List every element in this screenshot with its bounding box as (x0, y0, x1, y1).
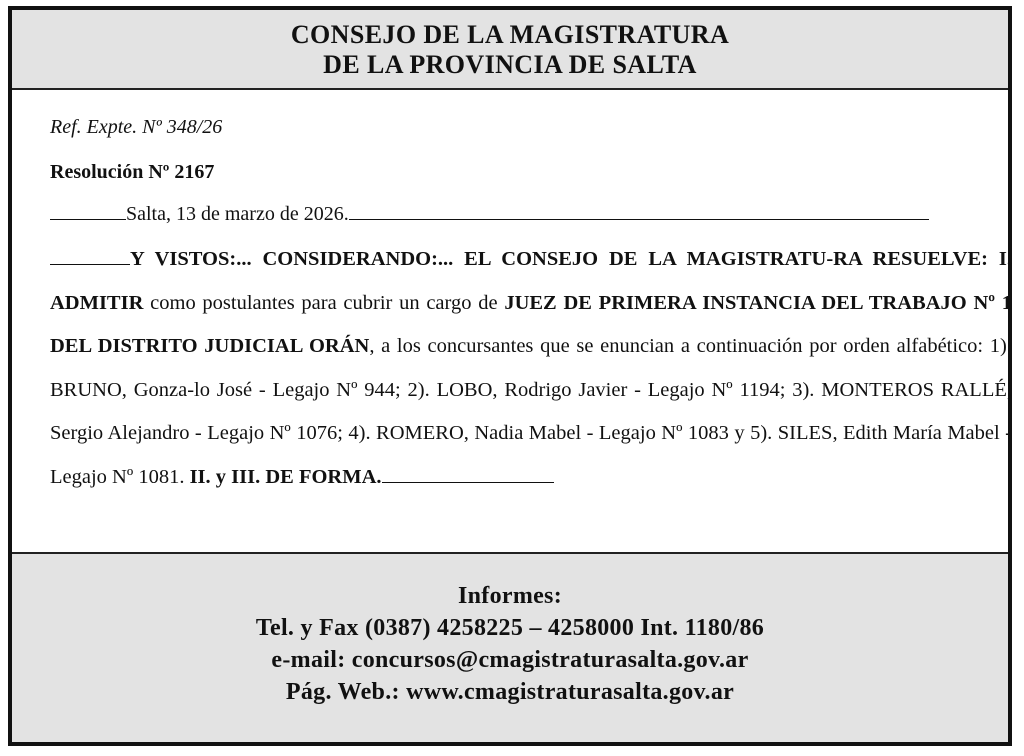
forma-text: II. y III. DE FORMA. (189, 465, 382, 488)
resolution-body (12, 90, 1012, 560)
reference-number: Ref. Expte. Nº 348/26 (50, 116, 223, 138)
paragraph-text-1: como postulantes para cubrir un cargo de (143, 291, 505, 314)
cargo-text: JUEZ DE PRIMERA INSTANCIA DEL TRABAJO Nº 1 DEL DISTRITO JUDICIAL ORÁN (50, 291, 1012, 357)
paragraph-text-2: , a los concursantes que se enuncian a continuación por orden alfabético: 1). BRUNO, Gonza-lo José - Legajo Nº 944; 2). LOBO, Rodrigo Javier - Legajo Nº 1194; 3). MONTEROS RALLÉ, Sergio Alejandro - Legajo Nº 1076; 4). ROMERO, Nadia Mabel - Legajo Nº 1083 y 5). SILES, Edith María Mabel - Legajo Nº 1081. (50, 335, 1012, 488)
resolution-number: Resolución Nº 2167 (50, 161, 215, 183)
blank-line (50, 248, 130, 265)
blank-line (349, 203, 929, 220)
header-title-line2: DE LA PROVINCIA DE SALTA (323, 50, 697, 79)
phone-fax: Tel. y Fax (0387) 4258225 – 4258000 Int. 1180/86 (255, 615, 765, 641)
footer-band (12, 552, 1008, 742)
blank-line (50, 203, 126, 220)
header-band (12, 10, 1008, 90)
header-title-line1: CONSEJO DE LA MAGISTRATURA (290, 20, 730, 49)
notice-frame (8, 6, 1012, 746)
email-contact: e-mail: concursos@cmagistraturasalta.gov.ar (271, 647, 749, 673)
date-text: Salta, 13 de marzo de 2026. (126, 203, 349, 225)
blank-line (382, 466, 554, 483)
date-line (50, 203, 1000, 226)
resolution-paragraph (50, 238, 1012, 499)
informes-heading: Informes: (457, 583, 562, 609)
vistos-text: Y VISTOS:... CONSIDERANDO:... EL CONSEJO DE LA MAGISTRATU-RA RESUELVE: I. ADMITIR (50, 248, 1012, 314)
website-contact: Pág. Web.: www.cmagistraturasalta.gov.ar (285, 679, 735, 705)
